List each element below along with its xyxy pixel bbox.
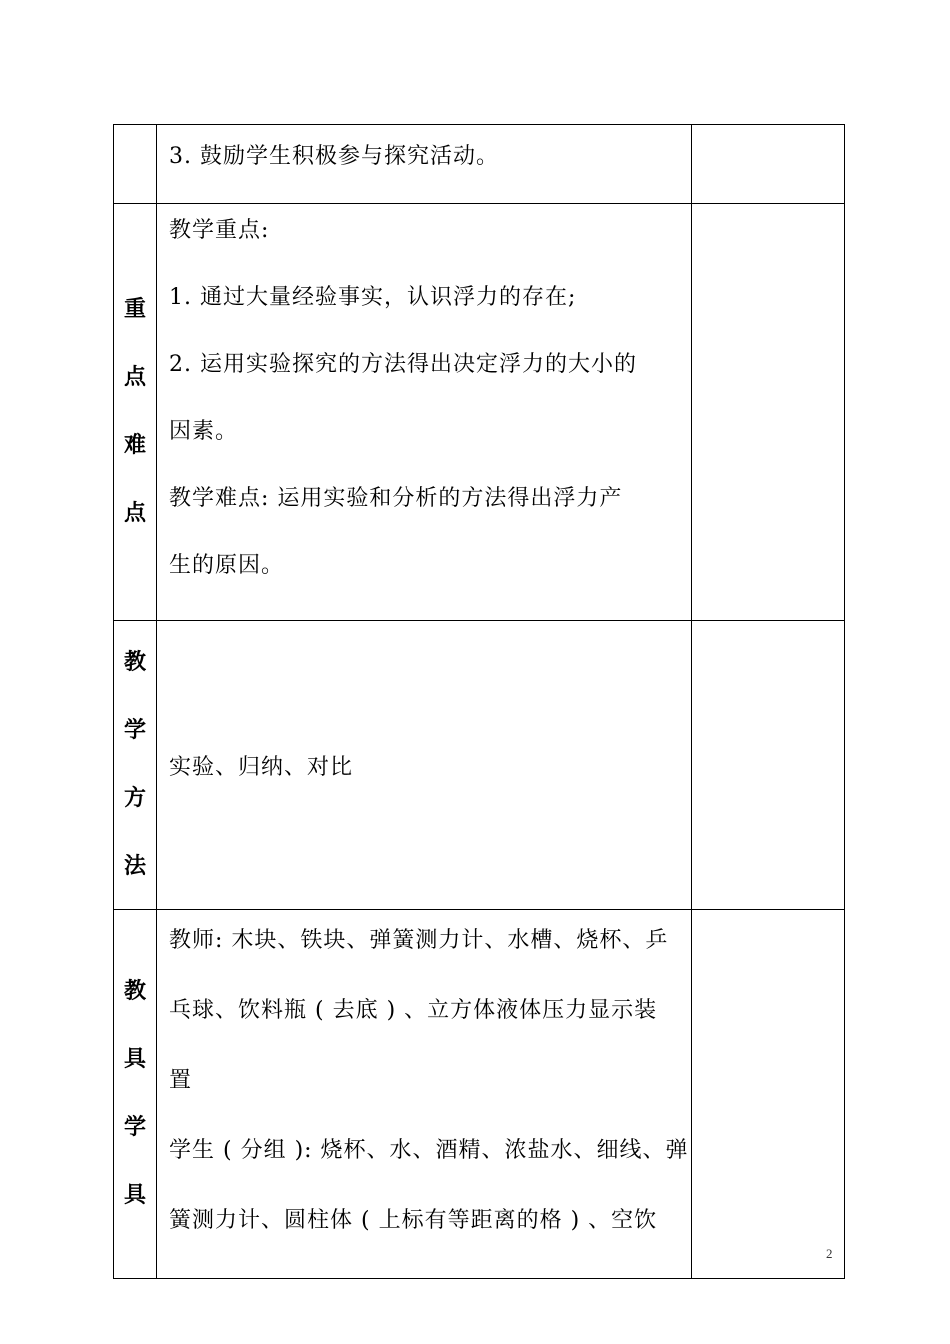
content-line: 置 xyxy=(169,1068,193,1093)
table-row-key-points xyxy=(114,204,845,621)
content-line: 教学重点: xyxy=(169,218,270,243)
content-line: 2. 运用实验探究的方法得出决定浮力的大小的 xyxy=(169,352,637,377)
lesson-plan-table xyxy=(113,124,845,1279)
table-row-materials xyxy=(114,910,845,1279)
label-char: 教 xyxy=(123,979,146,1004)
label-char: 难 xyxy=(123,433,146,458)
label-char: 具 xyxy=(123,1183,146,1208)
table-row-methods xyxy=(114,621,845,910)
label-char: 学 xyxy=(123,1115,146,1140)
note-cell xyxy=(692,621,845,910)
content-line: 学生 ( 分组 ): 烧杯、水、酒精、浓盐水、细线、弹 xyxy=(169,1138,689,1163)
note-cell xyxy=(692,204,845,621)
label-char: 点 xyxy=(123,365,146,390)
row-label-key-points xyxy=(114,204,157,621)
content-line: 乓球、饮料瓶 ( 去底 ) 、立方体液体压力显示装 xyxy=(169,998,658,1023)
label-char: 点 xyxy=(123,501,146,526)
row-label-materials xyxy=(114,910,157,1279)
row-label-methods xyxy=(114,621,157,910)
label-char: 法 xyxy=(123,854,146,879)
label-char: 教 xyxy=(123,650,146,675)
page-number: 2 xyxy=(826,1246,833,1261)
label-char: 学 xyxy=(123,718,146,743)
label-char: 重 xyxy=(123,297,146,322)
note-cell xyxy=(692,125,845,204)
content-line: 因素。 xyxy=(169,419,239,444)
content-line: 教师: 木块、铁块、弹簧测力计、水槽、烧杯、乒 xyxy=(169,928,669,953)
objective-line: 3. 鼓励学生积极参与探究活动。 xyxy=(169,144,499,169)
content-line: 教学难点: 运用实验和分析的方法得出浮力产 xyxy=(169,486,623,511)
methods-content xyxy=(157,621,692,910)
key-points-content xyxy=(157,204,692,621)
content-line: 簧测力计、圆柱体 ( 上标有等距离的格 ) 、空饮 xyxy=(169,1208,658,1233)
objective-content xyxy=(157,125,692,204)
label-char: 方 xyxy=(123,786,146,811)
content-line: 生的原因。 xyxy=(169,553,285,578)
note-cell xyxy=(692,910,845,1279)
table-row-objective xyxy=(114,125,845,204)
content-line: 1. 通过大量经验事实，认识浮力的存在; xyxy=(169,285,577,310)
content-line: 实验、归纳、对比 xyxy=(169,754,354,780)
label-char: 具 xyxy=(123,1047,146,1072)
materials-content xyxy=(157,910,692,1279)
row-label-empty xyxy=(114,125,157,204)
